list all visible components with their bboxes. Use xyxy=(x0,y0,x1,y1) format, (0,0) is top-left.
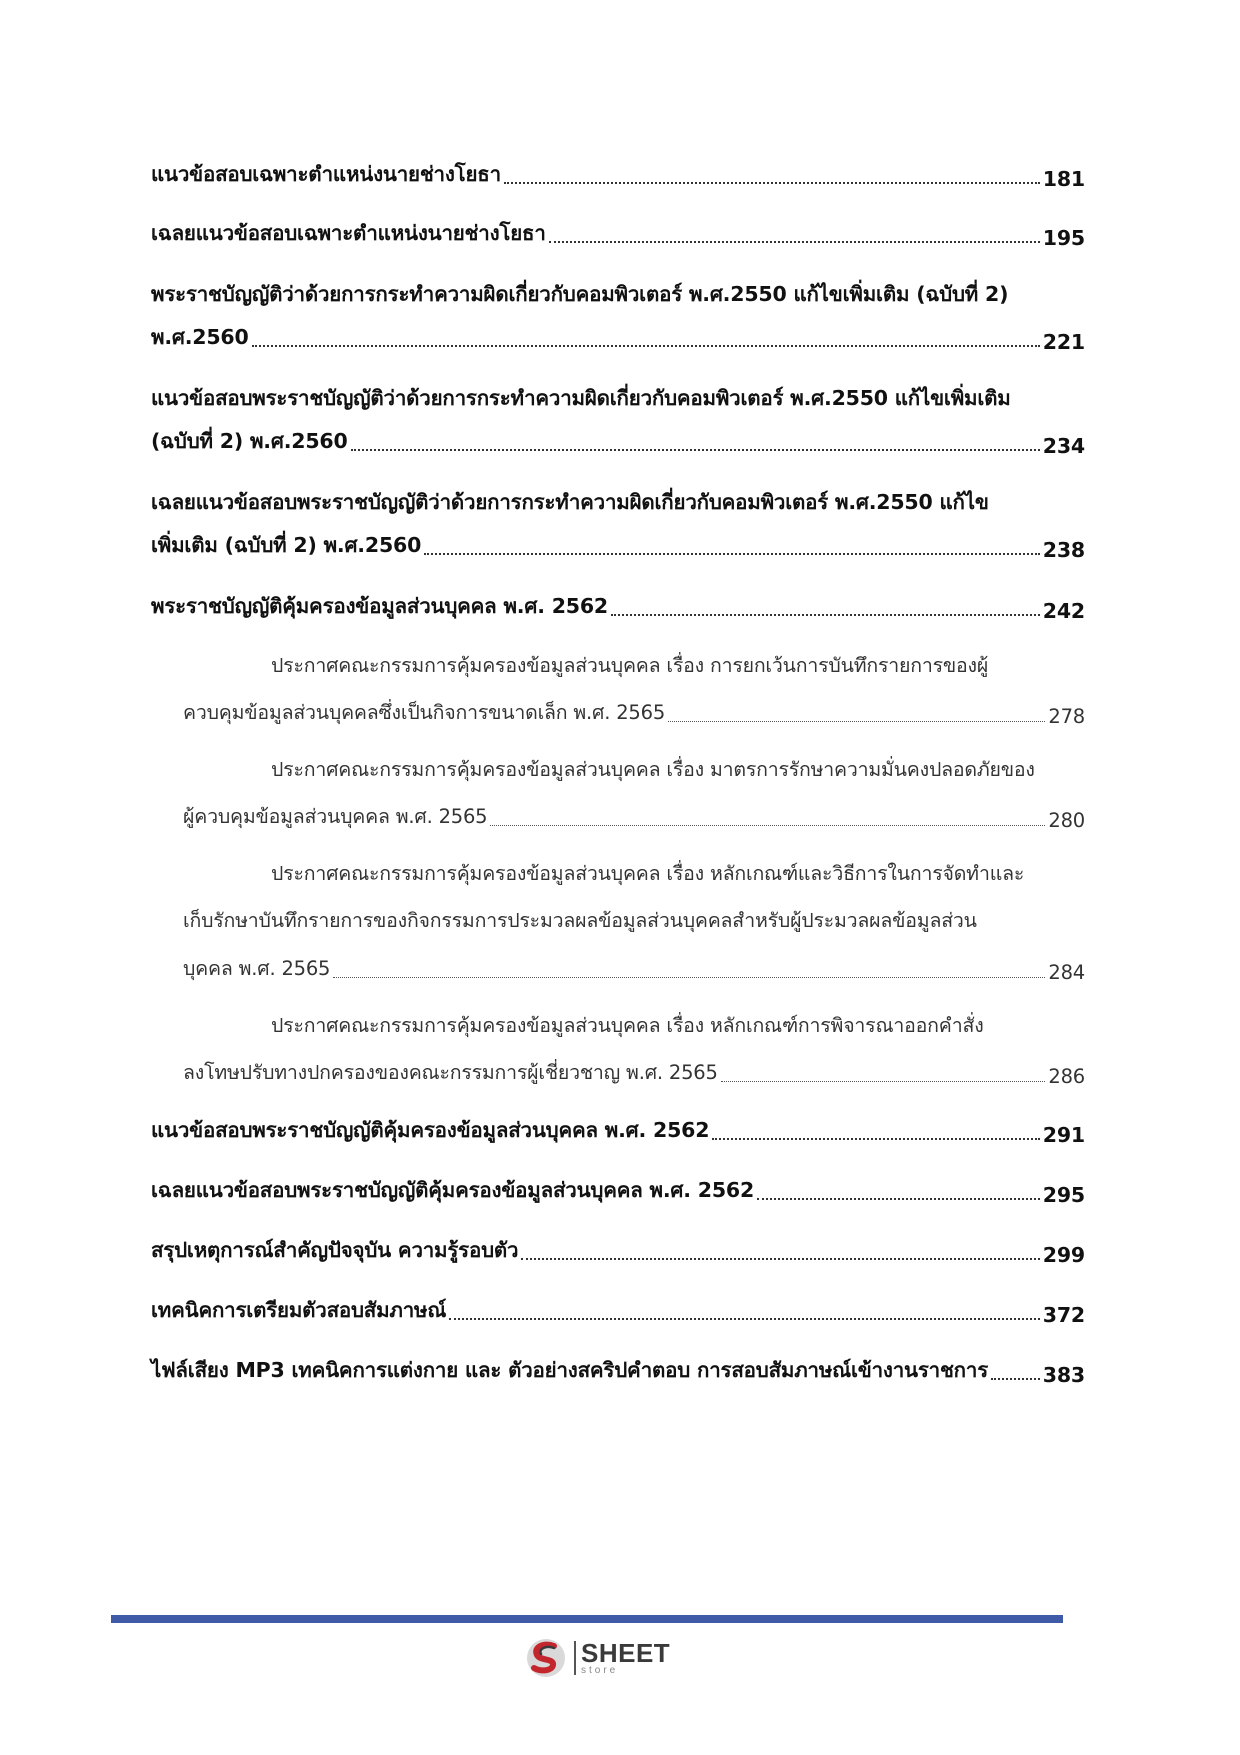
toc-entry-title-continued: เก็บรักษาบันทึกรายการของกิจกรรมการประมวลผลข้อมูลส่วนบุคคลสำหรับผู้ประมวลผลข้อมูลส่วน xyxy=(183,909,977,932)
toc-entry-title: ไฟล์เสียง MP3 เทคนิคการแต่งกาย และ ตัวอย่างสคริปคำตอบ การสอบสัมภาษณ์เข้างานราชการ xyxy=(151,1358,989,1382)
toc-entry-title: เฉลยแนวข้อสอบพระราชบัญญัติคุ้มครองข้อมูลส่วนบุคคล พ.ศ. 2562 xyxy=(151,1178,755,1202)
toc-page-number: 372 xyxy=(1042,1303,1085,1327)
toc-entry-title: เทคนิคการเตรียมตัวสอบสัมภาษณ์ xyxy=(151,1298,447,1322)
dot-leader xyxy=(351,449,1040,451)
toc-page-number: 181 xyxy=(1042,167,1085,191)
toc-entry-title: ประกาศคณะกรรมการคุ้มครองข้อมูลส่วนบุคคล เรื่อง มาตรการรักษาความมั่นคงปลอดภัยของ xyxy=(271,758,1035,781)
toc-entry-title: เฉลยแนวข้อสอบพระราชบัญญัติว่าด้วยการกระทำความผิดเกี่ยวกับคอมพิวเตอร์ พ.ศ.2550 แก้ไข xyxy=(151,490,989,514)
toc-page-number: 242 xyxy=(1042,599,1085,623)
dot-leader xyxy=(252,345,1040,347)
toc-entry-title: ประกาศคณะกรรมการคุ้มครองข้อมูลส่วนบุคคล เรื่อง หลักเกณฑ์และวิธีการในการจัดทำและ xyxy=(271,862,1025,885)
logo-separator xyxy=(574,1641,576,1675)
toc-page-number: 234 xyxy=(1042,434,1085,458)
dot-leader xyxy=(549,241,1040,243)
toc-page-number: 221 xyxy=(1042,330,1085,354)
toc-page-number: 383 xyxy=(1042,1363,1085,1387)
toc-page-number: 238 xyxy=(1042,538,1085,562)
dot-leader xyxy=(757,1198,1040,1200)
toc-entry-title: แนวข้อสอบพระราชบัญญัติคุ้มครองข้อมูลส่วนบุคคล พ.ศ. 2562 xyxy=(151,1118,710,1142)
toc-page-number: 195 xyxy=(1042,226,1085,250)
toc-entry-title-continued: ผู้ควบคุมข้อมูลส่วนบุคคล พ.ศ. 2565 xyxy=(183,805,488,828)
dot-leader xyxy=(721,1081,1046,1082)
toc-entry-title-continued: ลงโทษปรับทางปกครองของคณะกรรมการผู้เชี่ยวชาญ พ.ศ. 2565 xyxy=(183,1061,718,1084)
toc-page-number: 291 xyxy=(1042,1123,1085,1147)
dot-leader xyxy=(504,182,1040,184)
dot-leader xyxy=(449,1318,1040,1320)
sheet-store-logo xyxy=(524,1637,670,1679)
logo-wordmark xyxy=(581,1640,670,1676)
toc-entry-title-continued: เพิ่มเติม (ฉบับที่ 2) พ.ศ.2560 xyxy=(151,533,422,557)
dot-leader xyxy=(991,1378,1040,1380)
logo-text: SHEET xyxy=(581,1638,671,1668)
toc-entry-title-continued: ควบคุมข้อมูลส่วนบุคคลซึ่งเป็นกิจการขนาดเล็ก พ.ศ. 2565 xyxy=(183,701,666,724)
dot-leader xyxy=(611,614,1040,616)
toc-entry-title: ประกาศคณะกรรมการคุ้มครองข้อมูลส่วนบุคคล เรื่อง การยกเว้นการบันทึกรายการของผู้ xyxy=(271,654,989,677)
toc-entry-title-continued: บุคคล พ.ศ. 2565 xyxy=(183,957,331,980)
toc-page-number: 280 xyxy=(1048,809,1085,832)
dot-leader xyxy=(668,721,1045,722)
toc-page-number: 278 xyxy=(1048,705,1085,728)
logo-subtext: store xyxy=(581,1665,619,1676)
toc-entry-title: พระราชบัญญัติว่าด้วยการกระทำความผิดเกี่ยวกับคอมพิวเตอร์ พ.ศ.2550 แก้ไขเพิ่มเติม (ฉบับที่ 2) xyxy=(151,282,1009,306)
footer-divider xyxy=(111,1615,1063,1623)
dot-leader xyxy=(490,825,1045,826)
toc-entry-title: เฉลยแนวข้อสอบเฉพาะตำแหน่งนายช่างโยธา xyxy=(151,221,546,245)
toc-entry-title: ประกาศคณะกรรมการคุ้มครองข้อมูลส่วนบุคคล เรื่อง หลักเกณฑ์การพิจารณาออกคำสั่ง xyxy=(271,1014,984,1037)
dot-leader xyxy=(712,1138,1040,1140)
toc-entry-title-continued: (ฉบับที่ 2) พ.ศ.2560 xyxy=(151,429,348,453)
dot-leader xyxy=(424,553,1040,555)
toc-entry-title: แนวข้อสอบพระราชบัญญัติว่าด้วยการกระทำความผิดเกี่ยวกับคอมพิวเตอร์ พ.ศ.2550 แก้ไขเพิ่มเติม xyxy=(151,386,1011,410)
toc-entry-title: แนวข้อสอบเฉพาะตำแหน่งนายช่างโยธา xyxy=(151,162,501,186)
toc-entry-title: พระราชบัญญัติคุ้มครองข้อมูลส่วนบุคคล พ.ศ. 2562 xyxy=(151,594,608,618)
toc-entry-title-continued: พ.ศ.2560 xyxy=(151,325,249,349)
toc-entry-title: สรุปเหตุการณ์สำคัญปัจจุบัน ความรู้รอบตัว xyxy=(151,1238,519,1262)
toc-page-number: 286 xyxy=(1048,1065,1085,1088)
dot-leader xyxy=(521,1258,1039,1260)
toc-page-number: 284 xyxy=(1048,961,1085,984)
toc-page-number: 299 xyxy=(1042,1243,1085,1267)
dot-leader xyxy=(333,977,1045,978)
sheet-s-logo-icon xyxy=(524,1637,568,1679)
toc-page-number: 295 xyxy=(1042,1183,1085,1207)
